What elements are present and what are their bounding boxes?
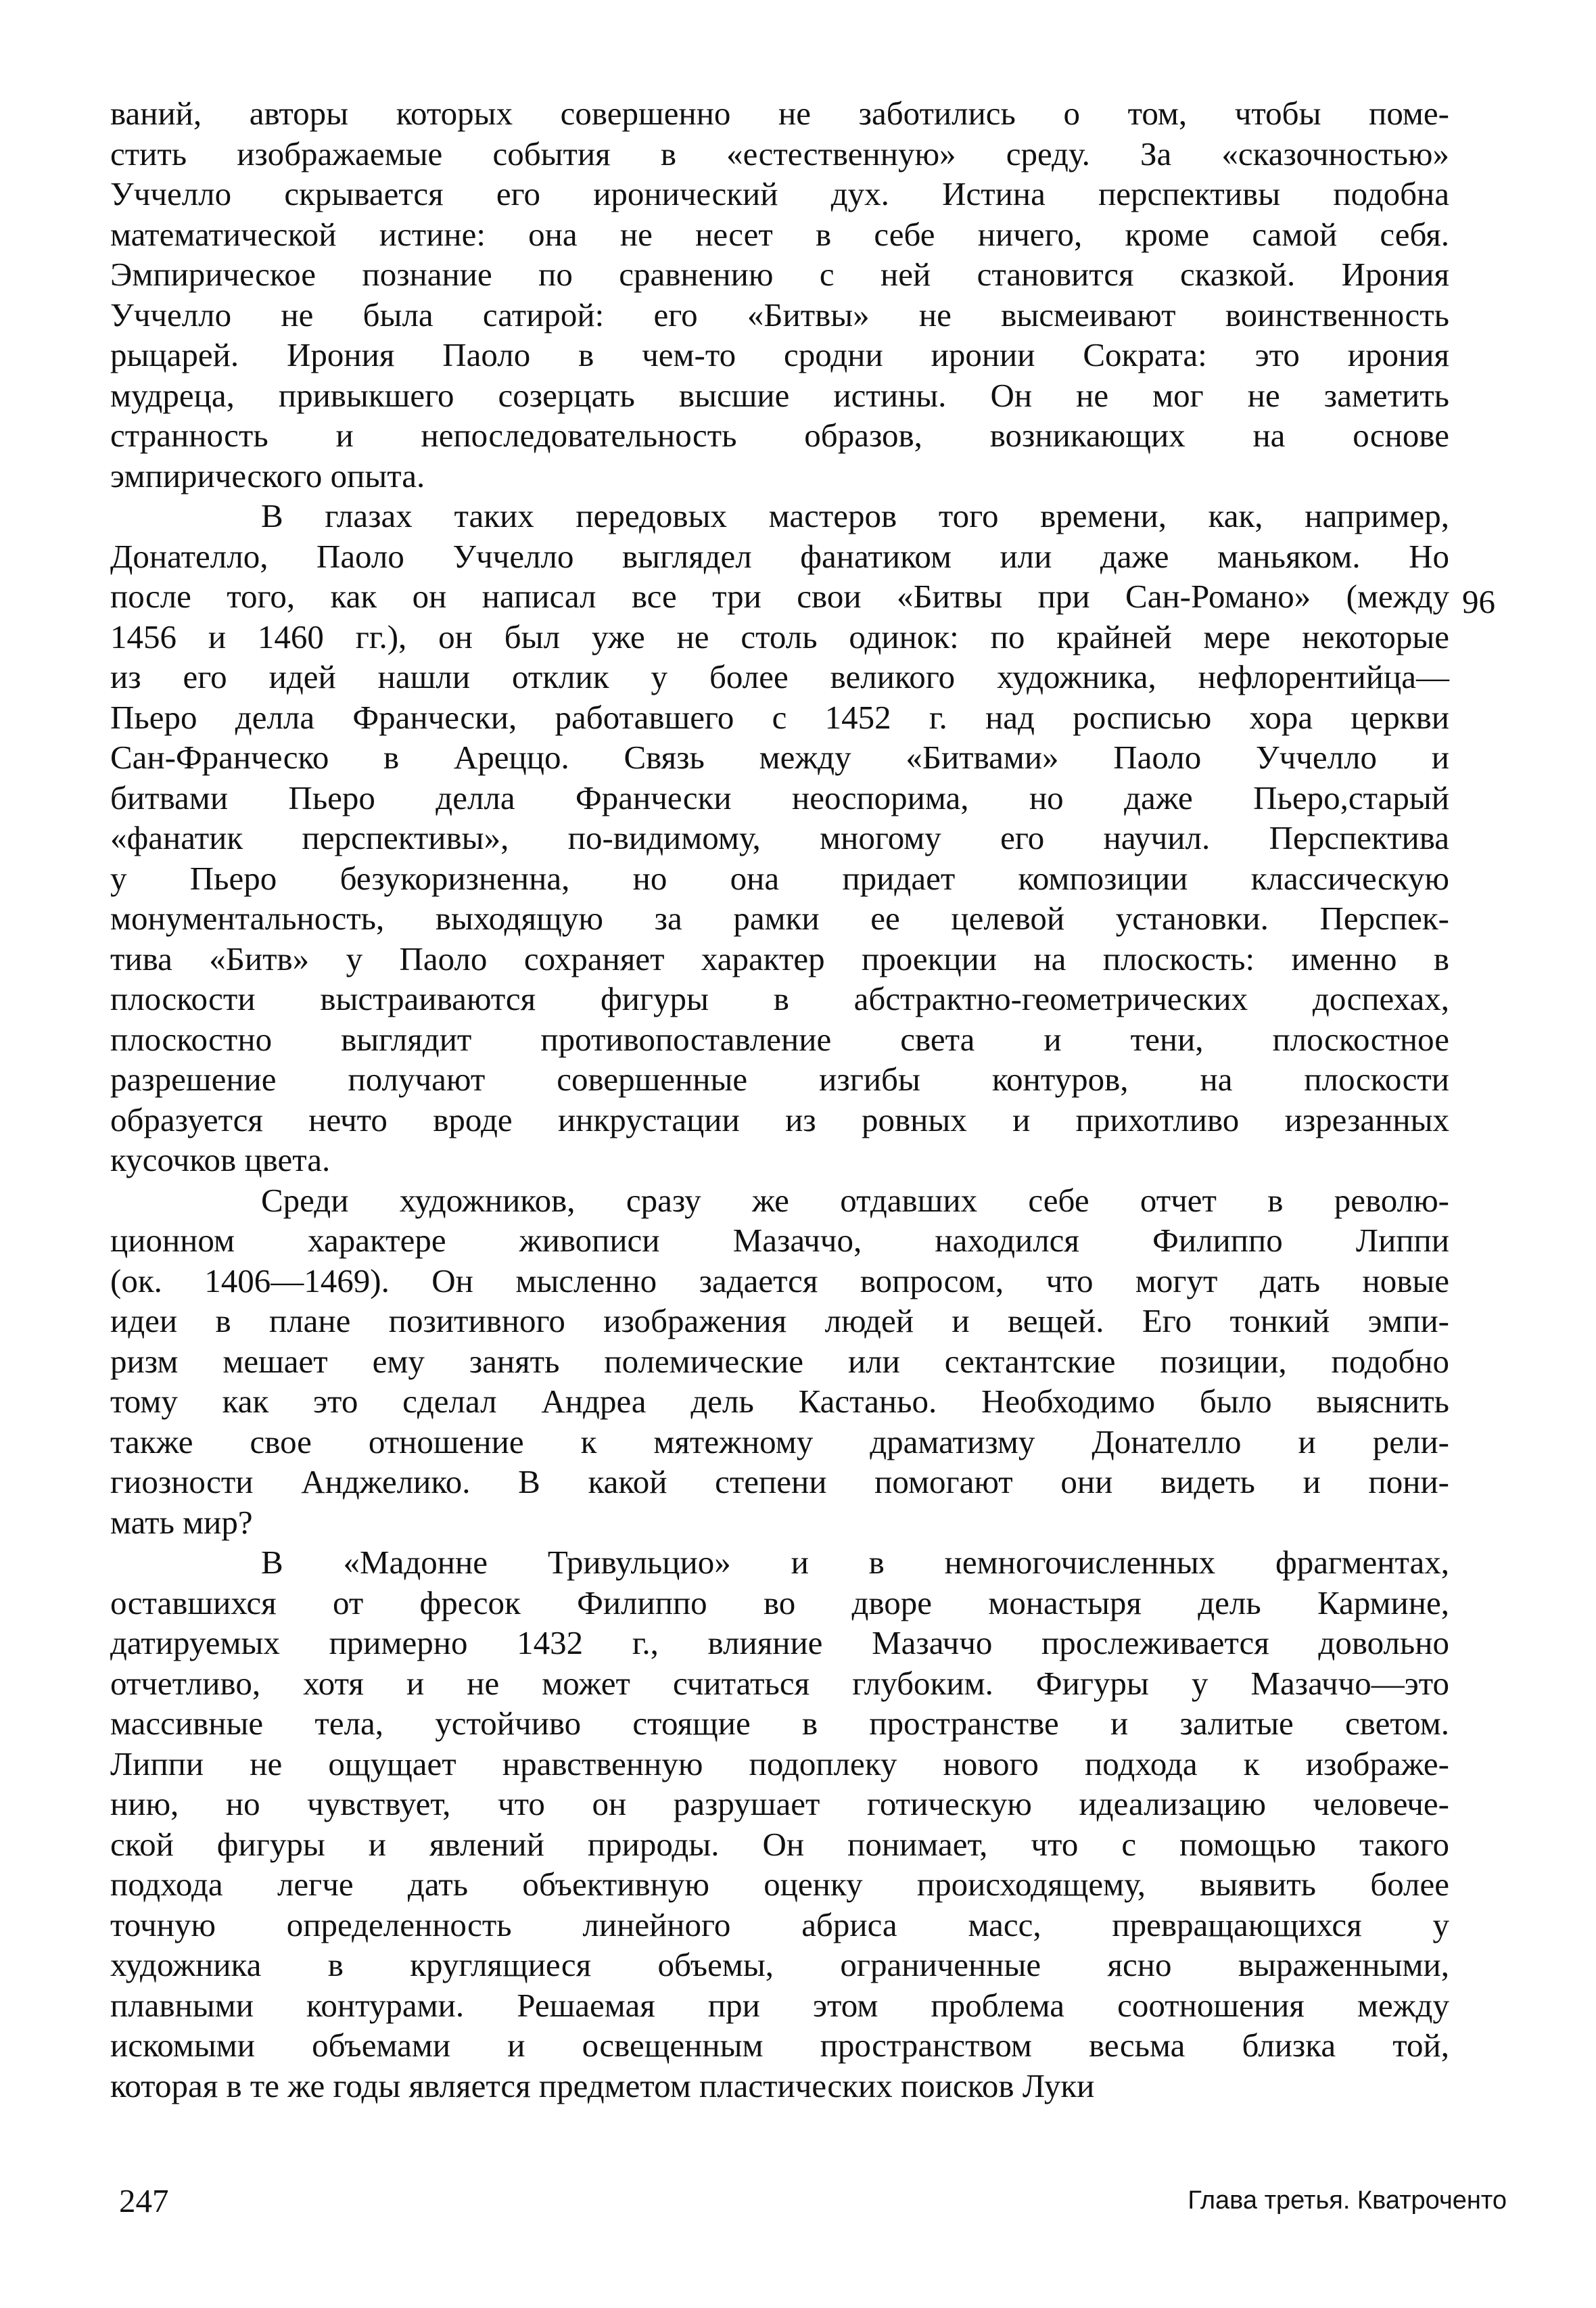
- text-line: Сан-Франческо в Ареццо. Связь между «Битвами» Паоло Уччелло и: [110, 739, 1449, 776]
- text-line: странность и непоследовательность образов, возникающих на основе: [110, 417, 1449, 454]
- text-line: плавными контурами. Решаемая при этом проблема соотношения между: [110, 1986, 1449, 2024]
- text-line: тому как это сделал Андреа дель Кастаньо. Необходимо было выяснить: [110, 1383, 1449, 1420]
- text-line: ваний, авторы которых совершенно не заботились о том, чтобы поме-: [110, 95, 1449, 132]
- text-line: подхода легче дать объективную оценку происходящему, выявить более: [110, 1866, 1449, 1903]
- text-line: которая в те же годы является предметом пластических поисков Луки: [110, 2067, 1095, 2104]
- text-line: плоскости выстраиваются фигуры в абстрактно-геометрических доспехах,: [110, 980, 1449, 1017]
- text-line: 1456 и 1460 гг.), он был уже не столь одинок: по крайней мере некоторые: [110, 618, 1449, 655]
- text-line: гиозности Анджелико. В какой степени помогают они видеть и пони-: [110, 1463, 1449, 1500]
- text-line: массивные тела, устойчиво стоящие в пространстве и залитые светом.: [110, 1705, 1449, 1742]
- text-line: датируемых примерно 1432 г., влияние Мазаччо прослеживается довольно: [110, 1624, 1449, 1661]
- text-line: из его идей нашли отклик у более великого художника, нефлорентийца—: [110, 658, 1449, 695]
- text-line: образуется нечто вроде инкрустации из ровных и прихотливо изрезанных: [110, 1101, 1449, 1138]
- text-line: Среди художников, сразу же отдавших себе отчет в револю-: [261, 1181, 1449, 1219]
- text-line: Уччелло скрывается его иронический дух. Истина перспективы подобна: [110, 175, 1449, 212]
- text-line: у Пьеро безукоризненна, но она придает композиции классическую: [110, 859, 1449, 897]
- text-line: точную определенность линейного абриса масс, превращающихся у: [110, 1906, 1449, 1943]
- text-line: мать мир?: [110, 1503, 253, 1541]
- text-line: стить изображаемые события в «естественную» среду. За «сказочностью»: [110, 135, 1449, 172]
- text-line: мудреца, привыкшего созерцать высшие истины. Он не мог не заметить: [110, 376, 1449, 414]
- text-line: тива «Битв» у Паоло сохраняет характер проекции на плоскость: именно в: [110, 940, 1449, 977]
- text-line: Липпи не ощущает нравственную подоплеку нового подхода к изображе-: [110, 1745, 1449, 1782]
- text-line: Эмпирическое познание по сравнению с ней становится сказкой. Ирония: [110, 256, 1449, 293]
- text-line: монументальность, выходящую за рамки ее целевой установки. Перспек-: [110, 900, 1449, 937]
- text-line: В глазах таких передовых мастеров того времени, как, например,: [261, 497, 1449, 534]
- text-line: (ок. 1406—1469). Он мысленно задается вопросом, что могут дать новые: [110, 1262, 1449, 1299]
- page-number: 247: [119, 2182, 169, 2219]
- text-line: В «Мадонне Тривульцио» и в немногочисленных фрагментах,: [261, 1544, 1449, 1581]
- body-text: [110, 93, 1449, 2106]
- text-line: битвами Пьеро делла Франчески неоспорима, но даже Пьеро,старый: [110, 779, 1449, 816]
- text-line: отчетливо, хотя и не может считаться глубоким. Фигуры у Мазаччо—это: [110, 1664, 1449, 1702]
- text-line: идеи в плане позитивного изображения людей и вещей. Его тонкий эмпи-: [110, 1302, 1449, 1339]
- text-line: кусочков цвета.: [110, 1141, 331, 1178]
- text-line: «фанатик перспективы», по-видимому, многому его научил. Перспектива: [110, 819, 1449, 856]
- text-line: эмпирического опыта.: [110, 457, 425, 494]
- text-line: Донателло, Паоло Уччелло выглядел фанатиком или даже маньяком. Но: [110, 537, 1449, 575]
- text-line: художника в круглящиеся объемы, ограниченные ясно выраженными,: [110, 1946, 1449, 1983]
- text-line: ской фигуры и явлений природы. Он понимает, что с помощью такого: [110, 1825, 1449, 1863]
- text-line: после того, как он написал все три свои «Битвы при Сан-Романо» (между: [110, 578, 1449, 615]
- text-line: нию, но чувствует, что он разрушает готическую идеализацию человече-: [110, 1785, 1449, 1822]
- text-line: плоскостно выглядит противопоставление света и тени, плоскостное: [110, 1020, 1449, 1058]
- text-line: искомыми объемами и освещенным пространством весьма близка той,: [110, 2027, 1449, 2064]
- text-line: ризм мешает ему занять полемические или сектантские позиции, подобно: [110, 1342, 1449, 1380]
- text-line: ционном характере живописи Мазаччо, находился Филиппо Липпи: [110, 1222, 1449, 1259]
- margin-illustration-reference: 96: [1462, 583, 1495, 620]
- text-line: оставшихся от фресок Филиппо во дворе монастыря дель Кармине,: [110, 1584, 1449, 1621]
- running-footer-chapter-title: Глава третья. Кватроченто: [1188, 2186, 1507, 2215]
- text-line: также свое отношение к мятежному драматизму Донателло и рели-: [110, 1423, 1449, 1460]
- text-line: Уччелло не была сатирой: его «Битвы» не высмеивают воинственность: [110, 296, 1449, 333]
- text-line: разрешение получают совершенные изгибы контуров, на плоскости: [110, 1061, 1449, 1098]
- text-line: математической истине: она не несет в себе ничего, кроме самой себя.: [110, 215, 1449, 253]
- text-line: рыцарей. Ирония Паоло в чем-то сродни иронии Сократа: это ирония: [110, 336, 1449, 373]
- text-line: Пьеро делла Франчески, работавшего с 1452 г. над росписью хора церкви: [110, 698, 1449, 736]
